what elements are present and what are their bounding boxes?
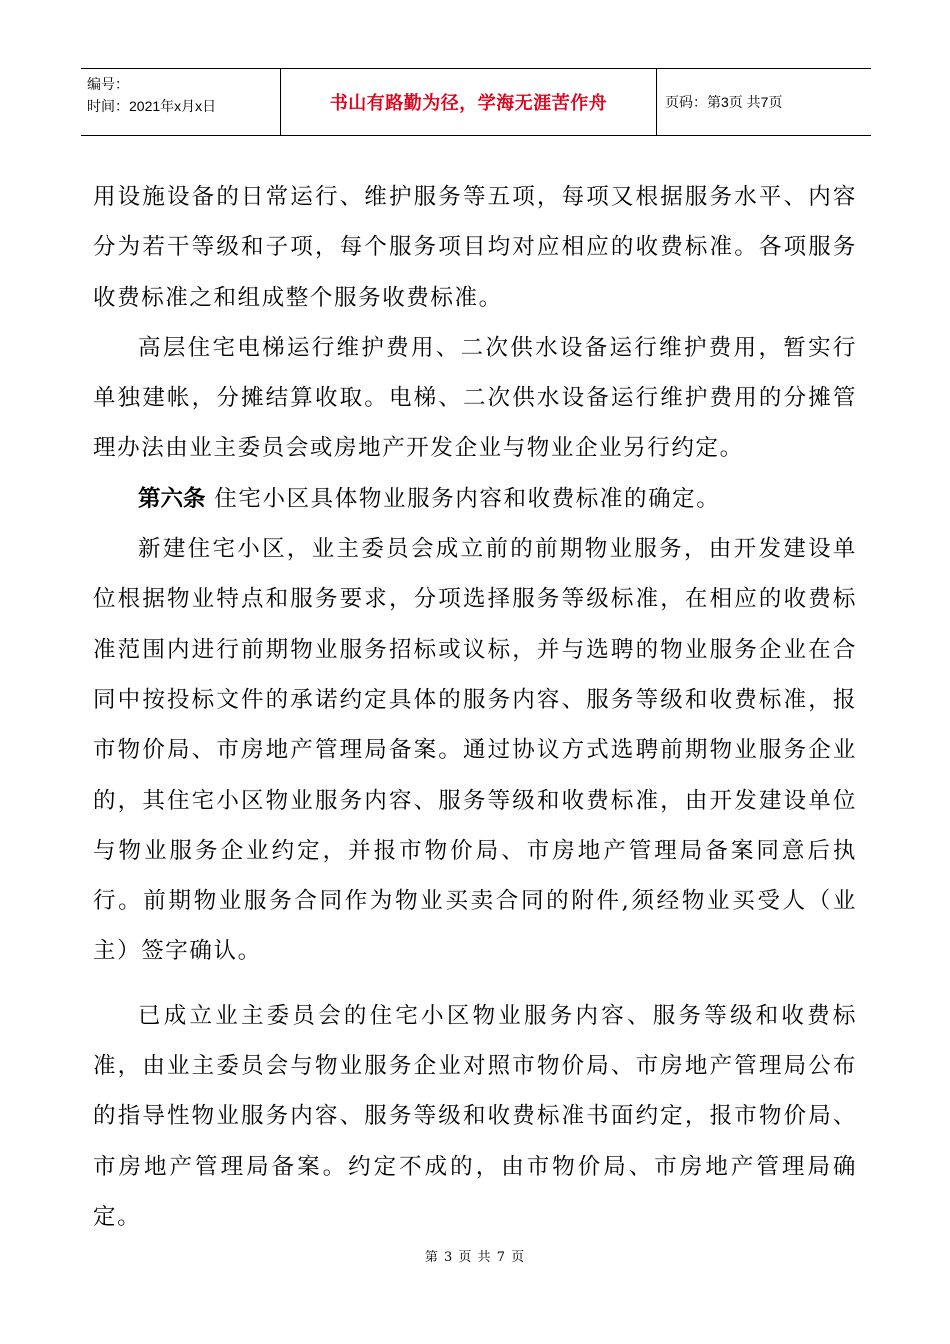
header-meta-cell xyxy=(81,69,281,135)
article-title: 住宅小区具体物业服务内容和收费标准的确定。 xyxy=(205,485,721,512)
paragraph-1: 用设施设备的日常运行、维护服务等五项，每项又根据服务水平、内容分为若干等级和子项，每个服务项目均对应相应的收费标准。各项服务收费标准之和组成整个服务收费标准。 xyxy=(93,184,857,311)
time-label: 时间：2021年x月x日 xyxy=(87,98,217,114)
article-six xyxy=(93,474,857,524)
paragraph-2: 高层住宅电梯运行维护费用、二次供水设备运行维护费用，暂实行单独建帐，分摊结算收取。电梯、二次供水设备运行维护费用的分摊管理办法由业主委员会或房地产开发企业与物业企业另行约定。 xyxy=(93,334,857,462)
motto-text: 书山有路勤为径，学海无涯苦作舟 xyxy=(329,93,608,114)
document-header xyxy=(81,68,871,136)
article-heading: 第六条 xyxy=(138,485,206,512)
header-motto-cell xyxy=(281,69,657,135)
page-code: 页码：第3页 共7页 xyxy=(665,94,783,110)
number-label: 编号： xyxy=(87,76,129,92)
document-body xyxy=(93,172,857,1242)
header-page-cell xyxy=(657,69,871,135)
paragraph-4: 新建住宅小区，业主委员会成立前的前期物业服务，由开发建设单位根据物业特点和服务要求，分项选择服务等级标准，在相应的收费标准范围内进行前期物业服务招标或议标，并与选聘的物业服务企业在合同中按投标文件的承诺约定具体的服务内容、服务等级和收费标准，报市物价局、市房地产管理局备案。通过协议方式选聘前期物业服务企业的，其住宅小区物业服务内容、服务等级和收费标准，由开发建设单位与物业服务企业约定，并报市物价局、市房地产管理局备案同意后执行。前期物业服务合同作为物业买卖合同的附件,须经物业买受人（业主）签字确认。 xyxy=(93,536,857,965)
page-footer: 第 3 页 共 7 页 xyxy=(424,1250,526,1265)
paragraph-5: 已成立业主委员会的住宅小区物业服务内容、服务等级和收费标准，由业主委员会与物业服务企业对照市物价局、市房地产管理局公布的指导性物业服务内容、服务等级和收费标准书面约定，报市物价局、市房地产管理局备案。约定不成的，由市物价局、市房地产管理局确定。 xyxy=(93,1002,857,1230)
